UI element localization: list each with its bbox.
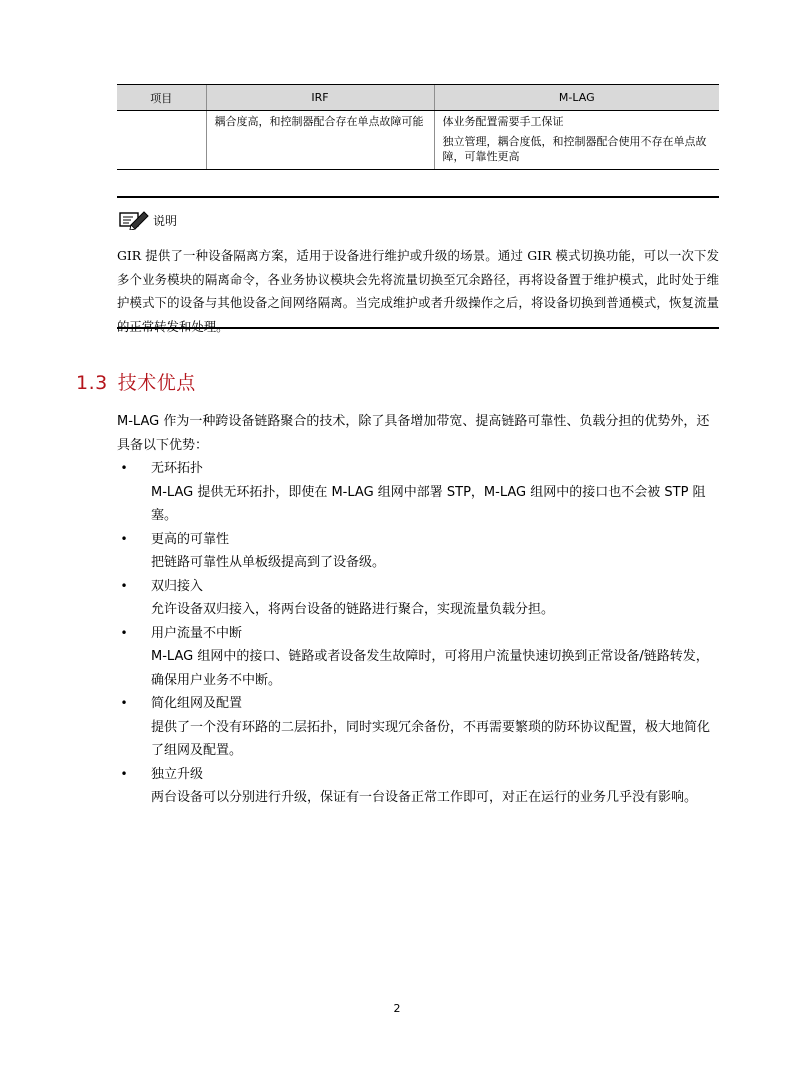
note-body: GIR 提供了一种设备隔离方案，适用于设备进行维护或升级的场景。通过 GIR 模式切换功能，可以一次下发多个业务模块的隔离命令，各业务协议模块会先将流量切换至冗余路径，再将设备置于维护模式，此时处于维护模式下的设备与其他设备之间网络隔离。当完成维护或者升级操作之后，将设备切换到普通模式，恢复流量的正常转发和处理。	[117, 248, 719, 334]
advantage-title: 无环拓扑	[151, 461, 204, 476]
advantage-desc: 两台设备可以分别进行升级，保证有一台设备正常工作即可，对正在运行的业务几乎没有影响。	[151, 790, 698, 805]
list-item	[117, 763, 720, 810]
note-title: 说明	[153, 213, 178, 228]
advantage-title: 更高的可靠性	[151, 531, 230, 547]
advantage-title: 用户流量不中断	[151, 625, 243, 641]
cell-item	[117, 111, 206, 170]
section-intro: M-LAG 作为一种跨设备链路聚合的技术，除了具备增加带宽、提高链路可靠性、负载分担的优势外，还具备以下优势：	[117, 414, 710, 453]
bullet-icon: •	[120, 696, 128, 710]
list-item	[117, 692, 720, 763]
table-header-row	[117, 85, 719, 111]
table-row	[117, 111, 719, 170]
bullet-icon: •	[120, 461, 128, 475]
advantage-desc: 允许设备双归接入，将两台设备的链路进行聚合，实现流量负载分担。	[151, 602, 555, 617]
advantage-desc: M-LAG 提供无环拓扑，即使在 M-LAG 组网中部署 STP，M-LAG 组网中的接口也不会被 STP 阻塞。	[151, 484, 706, 523]
list-item	[117, 528, 720, 575]
cell-mlag-line: 体业务配置需要手工保证	[442, 115, 564, 128]
list-item	[117, 575, 720, 622]
advantage-title: 独立升级	[151, 766, 204, 782]
page-number: 2	[393, 1002, 401, 1015]
header-item: 项目	[117, 85, 206, 111]
bullet-icon: •	[120, 625, 128, 640]
header-irf: IRF	[206, 85, 434, 111]
section-title: 技术优点	[117, 372, 196, 394]
advantage-desc: M-LAG 组网中的接口、链路或者设备发生故障时，可将用户流量快速切换到正常设备/链路转发，确保用户业务不中断。	[151, 649, 709, 688]
advantage-title: 简化组网及配置	[151, 696, 243, 711]
advantage-desc: 把链路可靠性从单板级提高到了设备级。	[151, 555, 386, 570]
cell-irf: 耦合度高，和控制器配合存在单点故障可能	[206, 111, 434, 170]
note-header	[119, 210, 177, 230]
advantage-desc: 提供了一个没有环路的二层拓扑，同时实现冗余备份，不再需要繁琐的防环协议配置，极大地简化了组网及配置。	[151, 719, 711, 758]
bullet-icon: •	[120, 766, 128, 781]
cell-mlag-line: 独立管理，耦合度低，和控制器配合使用不存在单点故障，可靠性更高	[442, 135, 707, 163]
advantage-title: 双归接入	[151, 578, 204, 594]
cell-mlag	[434, 111, 719, 170]
pencil-note-icon	[119, 210, 151, 230]
section-number: 1.3	[76, 372, 108, 394]
comparison-table	[117, 84, 719, 170]
section-heading	[76, 368, 196, 395]
header-mlag: M-LAG	[434, 85, 719, 111]
list-item	[117, 622, 720, 693]
note-box	[117, 196, 719, 334]
bullet-icon: •	[120, 578, 128, 593]
list-item	[117, 457, 720, 528]
advantages-list	[117, 457, 720, 810]
bullet-icon: •	[120, 531, 128, 546]
